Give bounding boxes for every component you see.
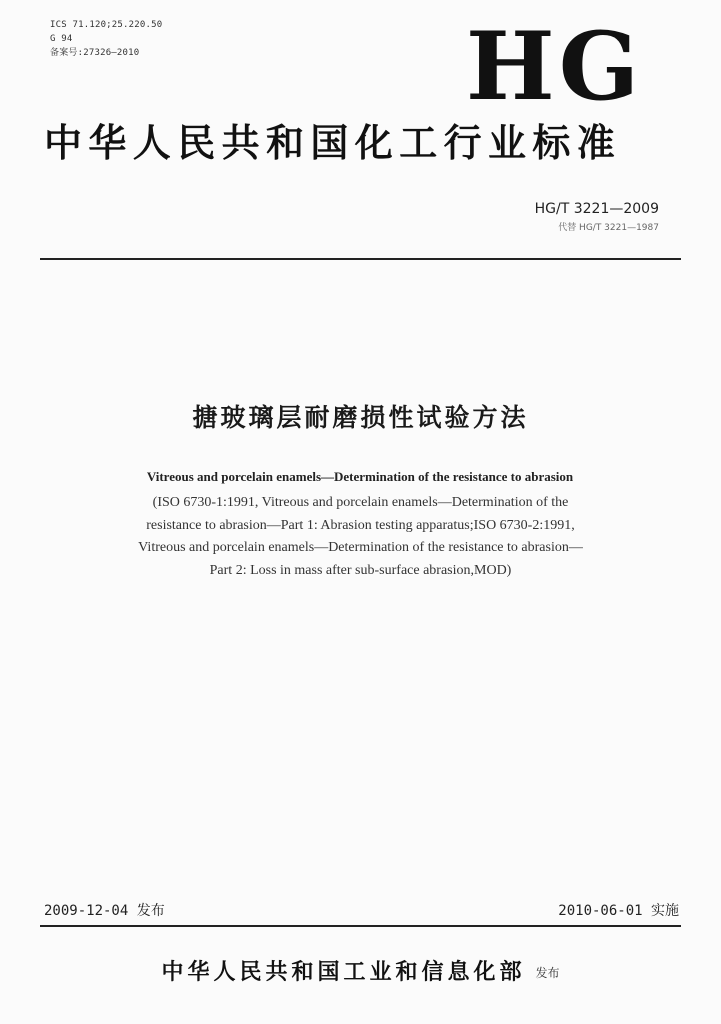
record-number: 备案号:27326—2010 xyxy=(50,48,140,58)
chinese-title: 搪玻璃层耐磨损性试验方法 xyxy=(192,403,529,432)
english-subtitle-line: Vitreous and porcelain enamels—Determination of the resistance to abrasion— xyxy=(138,540,583,555)
bottom-divider xyxy=(40,925,681,927)
standard-heading: 中华人民共和国化工行业标准 xyxy=(44,121,622,165)
replaces-note: 代替 HG/T 3221—1987 xyxy=(558,223,659,233)
english-subtitle-line: Part 2: Loss in mass after sub-surface abrasion,MOD) xyxy=(209,562,512,578)
issuer-line xyxy=(0,958,721,988)
issuer-suffix: 发布 xyxy=(535,966,560,980)
ics-code: ICS 71.120;25.220.50 xyxy=(50,20,163,30)
english-subtitle xyxy=(40,492,681,582)
standard-number: HG/T 3221—2009 xyxy=(534,201,659,217)
english-subtitle-line: (ISO 6730-1:1991, Vitreous and porcelain enamels—Determination of the xyxy=(152,495,569,510)
issue-date: 2009-12-04 发布 xyxy=(44,903,165,919)
issuer-name: 中华人民共和国工业和信息化部 xyxy=(161,960,526,985)
english-title: Vitreous and porcelain enamels—Determination of the resistance to abrasion xyxy=(146,469,574,484)
classification-block xyxy=(50,18,162,60)
implementation-date: 2010-06-01 实施 xyxy=(558,903,679,919)
top-divider xyxy=(40,258,681,260)
ccs-code: G 94 xyxy=(50,34,73,44)
english-subtitle-line: resistance to abrasion—Part 1: Abrasion testing apparatus;ISO 6730-2:1991, xyxy=(146,517,575,533)
hg-logo: HG xyxy=(465,12,643,122)
